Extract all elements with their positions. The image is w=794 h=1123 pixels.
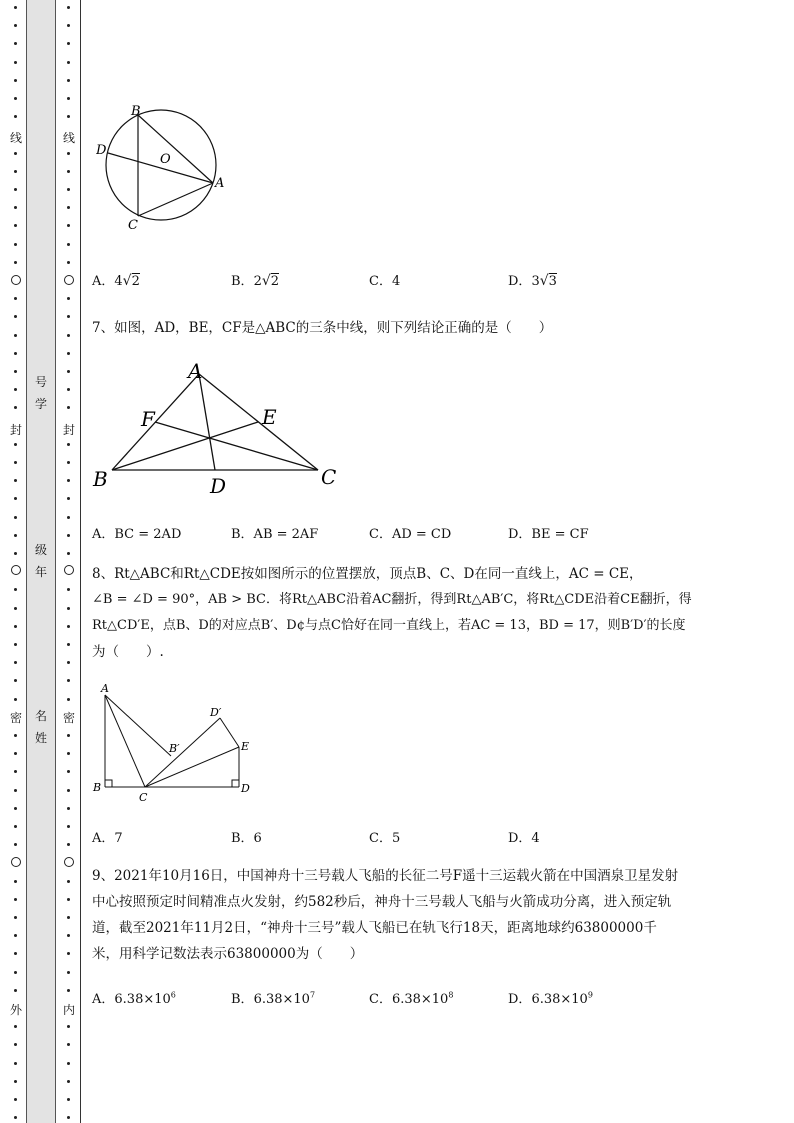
q6-option-a[interactable] [92,270,140,289]
label-a: A [188,359,203,383]
dot [67,443,70,446]
dot [67,406,70,409]
sqrt-icon: √ [261,273,271,289]
dot [67,1025,70,1028]
dot [67,315,70,318]
dot [67,952,70,955]
dot [14,170,17,173]
q9-option-b-exp: 7 [309,990,316,1000]
dot [67,1098,70,1101]
dot [67,170,70,173]
dot [14,934,17,937]
label-d: D [241,782,250,795]
dot [67,261,70,264]
dot [67,516,70,519]
margin-rule [80,0,81,1123]
dot [67,552,70,555]
dot [14,825,17,828]
dot [67,534,70,537]
dot [67,61,70,64]
dot [14,679,17,682]
dot [14,315,17,318]
label-c: C [128,218,138,233]
dot [14,1116,17,1119]
q6-option-d-coef: 3 [531,274,540,289]
dot [67,679,70,682]
dot [14,243,17,246]
dot [67,97,70,100]
dot [67,1062,70,1065]
field-name-char1: 名 [34,709,47,723]
dot [67,24,70,27]
dot [67,1116,70,1119]
dot [14,1043,17,1046]
dot [67,1080,70,1083]
outer-dots-label-2: 密 [9,711,22,725]
label-e: E [262,405,277,429]
circle-marker-icon [11,275,21,285]
circle-marker-icon [64,275,74,285]
dot [14,79,17,82]
label-e: E [241,740,250,753]
dot [14,461,17,464]
q6-option-a-coef: 4 [114,274,123,289]
q9-line1: 9、2021年10月16日，中国神舟十三号载人飞船的长征二号F遥十三运载火箭在中国酒泉卫星发射 [92,868,679,884]
right-angle-d-icon [232,780,239,787]
dot [14,698,17,701]
dot [67,1043,70,1046]
sqrt-icon: √ [539,273,549,289]
dot [67,42,70,45]
dot [14,1025,17,1028]
dot [14,898,17,901]
dot [67,188,70,191]
outer-dots-label-0: 线 [9,131,22,145]
label-b: B [131,104,141,119]
q7-option-b[interactable]: B．AB = 2AF [231,527,319,542]
dot [67,971,70,974]
dot [14,388,17,391]
outer-dotted-line [9,0,23,1123]
dot [14,61,17,64]
dot [67,880,70,883]
median-ad [199,374,215,470]
dot [14,479,17,482]
q8-line4: 为（ ）. [92,644,164,660]
label-b-prime: B′ [169,742,180,755]
dot [67,370,70,373]
q9-option-a-exp: 6 [170,990,176,1000]
dot [14,770,17,773]
dot [14,297,17,300]
circle-marker-icon [64,565,74,575]
dot [67,698,70,701]
side-ac [199,374,318,470]
label-c: C [139,791,148,804]
dot [67,243,70,246]
circle-marker-icon [11,857,21,867]
dot [14,261,17,264]
dot [14,734,17,737]
dot [67,843,70,846]
dot [14,406,17,409]
dot [14,1098,17,1101]
q9-option-c-exp: 8 [448,990,454,1000]
label-a: A [215,176,225,191]
dot [14,807,17,810]
dot [67,224,70,227]
dot [14,971,17,974]
q8-option-d[interactable]: D．4 [508,831,540,846]
inner-dots-label-3: 内 [62,1003,75,1017]
q9-option-c-letter: C． [369,992,392,1007]
q9-option-c-base: 6.38×10 [391,992,449,1007]
dot [67,734,70,737]
segment-ac [105,695,145,787]
q7-option-c[interactable]: C．AD = CD [369,527,452,542]
dot [67,625,70,628]
segment-d-prime-e [220,718,239,747]
q9-option-a-base: 6.38×10 [114,992,171,1007]
dot [67,115,70,118]
q7-option-a[interactable]: A．BC = 2AD [92,527,182,542]
student-info-band [26,0,56,1123]
q9-option-b-base: 6.38×10 [253,992,310,1007]
q8-line2: ∠B = ∠D = 90°，AB > BC．将Rt△ABC沿着AC翻折，得到Rt△AB′C，将Rt△CDE沿着CE翻折，得 [92,592,692,607]
q6-option-b[interactable] [231,270,279,289]
label-a: A [101,682,109,695]
dot [67,6,70,9]
q6-option-b-coef: 2 [253,274,262,289]
dot [14,97,17,100]
dot [14,534,17,537]
dot [67,807,70,810]
q7-option-d[interactable]: D．BE = CF [508,527,589,542]
dot [67,661,70,664]
field-class-char1: 级 [34,543,47,557]
q6-option-d[interactable] [508,270,557,289]
dot [67,334,70,337]
dot [14,224,17,227]
dot [67,152,70,155]
label-d: D [210,474,227,498]
inner-dots-label-0: 线 [62,131,75,145]
dot [67,461,70,464]
q8-fold-figure [92,680,262,804]
dot [67,479,70,482]
right-angle-b-icon [105,780,112,787]
dot [14,42,17,45]
q9-option-d-base: 6.38×10 [531,992,588,1007]
dot [14,952,17,955]
dot [14,880,17,883]
outer-dots-label-1: 封 [9,423,22,437]
dot [67,352,70,355]
q9-options [92,988,752,1008]
inner-dots-label-1: 封 [62,423,75,437]
label-o: O [160,152,171,167]
q9-option-d-exp: 9 [587,990,593,1000]
dot [67,607,70,610]
field-student-id-char2: 学 [34,397,47,411]
q8-option-a[interactable]: A．7 [92,831,123,846]
q6-option-c-letter: C． [369,274,392,289]
q9-option-d[interactable] [508,988,593,1007]
label-d-prime: D′ [210,706,222,719]
dot [14,497,17,500]
q9-line2: 中心按照预定时间精准点火发射，约582秒后，神舟十三号载人飞船与火箭成功分离，进入预定轨 [92,894,672,910]
dot [14,552,17,555]
dot [14,643,17,646]
label-b: B [93,781,102,794]
segment-ce [145,747,239,787]
q6-option-a-radicand: 2 [131,274,140,289]
dot [14,843,17,846]
q9-line3: 道，截至2021年11月2日，“神舟十三号”载人飞船已在轨飞行18天，距离地球约63800000千 [92,920,657,936]
q8-option-b[interactable]: B．6 [231,831,262,846]
dot [14,24,17,27]
dot [67,825,70,828]
dot [67,770,70,773]
dot [14,188,17,191]
dot [14,206,17,209]
circle-marker-icon [11,565,21,575]
q6-option-d-letter: D． [508,274,532,289]
q9-option-c[interactable] [369,988,453,1007]
label-f: F [141,407,155,431]
label-b: B [93,467,108,491]
dot [14,352,17,355]
q7-stem: 7、如图，AD，BE，CF是△ABC的三条中线，则下列结论正确的是（ ） [92,320,553,336]
dot [14,607,17,610]
dot [67,789,70,792]
dot [14,152,17,155]
segment-ab-prime [105,695,171,756]
dot [67,497,70,500]
dot [67,898,70,901]
dot [14,625,17,628]
q9-option-b-letter: B． [231,992,254,1007]
dot [14,1080,17,1083]
dot [67,588,70,591]
dot [14,115,17,118]
dot [14,661,17,664]
label-d: D [96,143,107,158]
circle-marker-icon [64,857,74,867]
q6-option-c[interactable] [369,270,400,289]
q9-option-a[interactable] [92,988,176,1007]
field-name-char2: 姓 [34,731,47,745]
dot [14,752,17,755]
field-class-char2: 年 [34,565,47,579]
q9-line4: 米，用科学记数法表示63800000为（ ） [92,946,364,962]
outer-dots-label-3: 外 [9,1003,22,1017]
dot [14,370,17,373]
q6-option-b-letter: B． [231,274,254,289]
dot [14,334,17,337]
inner-dotted-line [62,0,76,1123]
q8-option-c[interactable]: C．5 [369,831,401,846]
q6-option-b-radicand: 2 [270,274,280,289]
sqrt-icon: √ [122,273,132,289]
field-student-id-char1: 号 [34,375,47,389]
dot [14,989,17,992]
inner-dots-label-2: 密 [62,711,75,725]
dot [67,206,70,209]
q6-option-d-radicand: 3 [548,274,557,289]
q6-circle-figure [96,98,226,236]
dot [67,989,70,992]
q6-option-a-letter: A． [92,274,115,289]
dot [67,643,70,646]
q9-option-d-letter: D． [508,992,532,1007]
q9-option-b[interactable] [231,988,315,1007]
binding-margin [0,0,82,1123]
dot [67,297,70,300]
q7-options [92,523,752,543]
q8-options [92,827,752,847]
dot [14,588,17,591]
q8-line1: 8、Rt△ABC和Rt△CDE按如图所示的位置摆放，顶点B、C、D在同一直线上，AC = CE， [92,566,643,582]
label-c: C [321,465,337,489]
dot [67,388,70,391]
dot [14,789,17,792]
dot [67,934,70,937]
dot [14,516,17,519]
dot [67,752,70,755]
dot [67,79,70,82]
q6-option-c-value: 4 [391,274,401,289]
segment-c-d-prime [145,718,220,787]
q9-option-a-letter: A． [92,992,115,1007]
segment-ca [138,183,213,216]
q7-triangle-figure [92,358,352,498]
q8-line3: Rt△CD′E，点B、D的对应点B′、D¢与点C恰好在同一直线上，若AC = 13，BD = 17，则B′D′的长度 [92,618,686,633]
dot [67,916,70,919]
dot [14,1062,17,1065]
dot [14,443,17,446]
q6-options [92,270,752,290]
dot [14,916,17,919]
dot [14,6,17,9]
